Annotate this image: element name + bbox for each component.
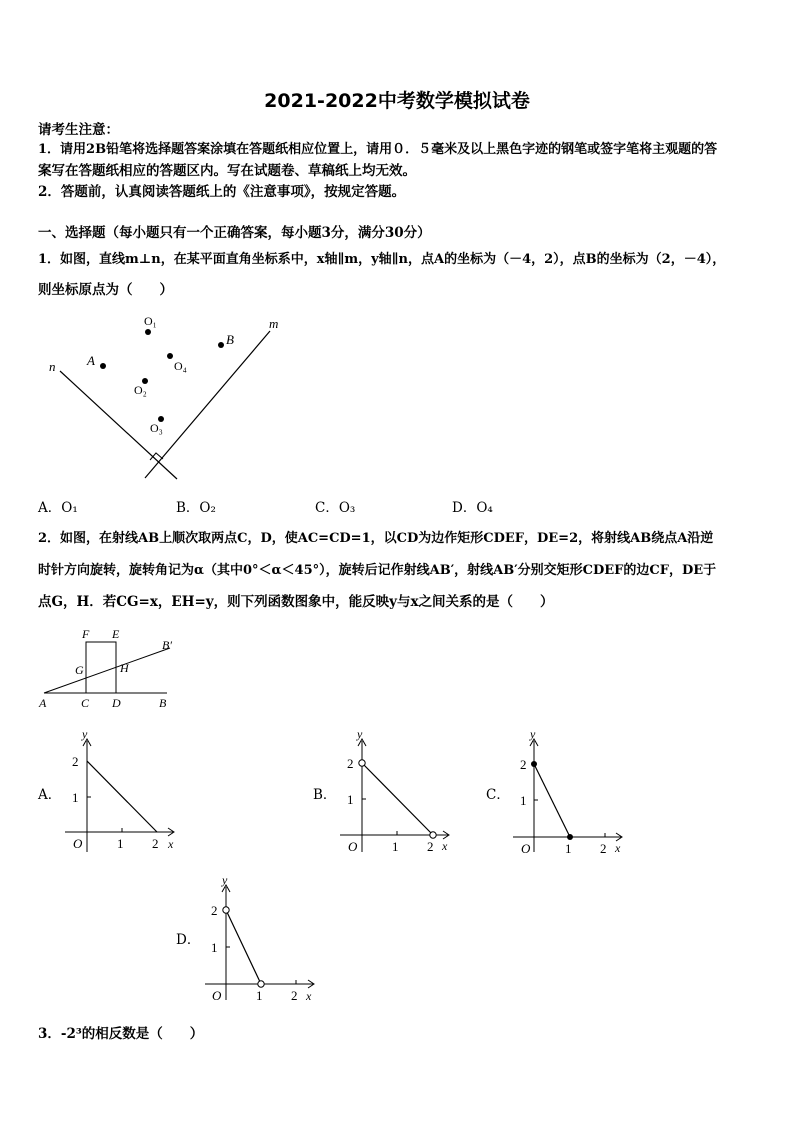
- q2-option-c[interactable]: C．: [486, 787, 510, 803]
- notice-line-1b: 案写在答题纸相应的答题区内。写在试题卷、草稿纸上均无效。: [38, 163, 416, 179]
- axis-x-label: x: [442, 839, 448, 853]
- q2-line-2: 时针方向旋转，旋转角记为α（其中0°＜α＜45°），旋转后记作射线AB′，射线AB′分别交矩形CDEF的边CF，DE于: [38, 563, 717, 578]
- axis-y-label: y: [357, 728, 363, 741]
- axis-x-label: x: [168, 837, 174, 851]
- closed-endpoint: [567, 834, 573, 840]
- q3-line-1: 3．-2³的相反数是（ ）: [38, 1026, 204, 1042]
- label-D: D: [112, 696, 121, 710]
- open-endpoint: [258, 981, 264, 987]
- point-A: [100, 363, 106, 369]
- open-endpoint: [223, 907, 229, 913]
- origin-label: O: [521, 841, 531, 856]
- line-m-label: m: [269, 316, 279, 331]
- section-heading: 一、选择题（每小题只有一个正确答案，每小题3分，满分30分）: [38, 225, 431, 241]
- tick-y1: 1: [211, 940, 218, 955]
- tick-y1: 1: [347, 792, 354, 807]
- point-O1: [145, 329, 151, 335]
- tick-x1: 1: [256, 988, 263, 1003]
- point-B: [218, 342, 224, 348]
- axis-y-label: y: [82, 728, 88, 741]
- point-O2-label: O₂: [134, 383, 147, 397]
- q2-option-b[interactable]: B．: [313, 787, 337, 803]
- label-F: F: [82, 627, 90, 641]
- axis-x-label: x: [615, 841, 621, 855]
- origin-label: O: [348, 839, 358, 854]
- point-O4-label: O₄: [174, 359, 187, 373]
- tick-y2: 2: [211, 903, 218, 918]
- q2-line-3: 点G，H．若CG=x，EH=y，则下列函数图象中，能反映y与x之间关系的是（ ）: [38, 594, 554, 610]
- origin-label: O: [73, 836, 83, 851]
- label-E: E: [112, 627, 120, 641]
- axis-x-label: x: [306, 989, 312, 1003]
- q2-option-d[interactable]: D．: [176, 932, 201, 948]
- tick-y2: 2: [347, 756, 354, 771]
- tick-x1: 1: [565, 841, 572, 856]
- label-C: C: [81, 696, 90, 710]
- line-n-label: n: [49, 359, 56, 374]
- point-A-label: A: [87, 353, 95, 368]
- graph-d: [200, 874, 325, 1004]
- q1-figure: [40, 310, 300, 485]
- q1-option-a[interactable]: A．O₁: [38, 500, 78, 516]
- graph-b: [335, 728, 460, 856]
- notice-line-1a: 1．请用2B铅笔将选择题答案涂填在答题纸相应位置上，请用０．５毫米及以上黑色字迹的钢笔或签字笔将主观题的答: [38, 142, 718, 157]
- axis-y-label: y: [530, 728, 536, 741]
- axis-y-label: y: [222, 874, 228, 887]
- origin-label: O: [212, 988, 222, 1003]
- point-O3-label: O₃: [150, 421, 163, 435]
- tick-y2: 2: [72, 754, 79, 769]
- notice-heading: 请考生注意：: [38, 122, 119, 138]
- label-Bprime: B′: [162, 638, 172, 652]
- q2-option-a[interactable]: A．: [38, 787, 62, 803]
- tick-x2: 2: [291, 988, 298, 1003]
- tick-y2: 2: [520, 757, 527, 772]
- tick-x1: 1: [392, 839, 399, 854]
- closed-endpoint: [531, 761, 537, 767]
- notice-line-2: 2．答题前，认真阅读答题纸上的《注意事项》，按规定答题。: [38, 184, 406, 200]
- graph-a: [60, 728, 185, 856]
- tick-x2: 2: [600, 841, 607, 856]
- open-endpoint: [430, 832, 436, 838]
- q1-option-c[interactable]: C．O₃: [315, 500, 356, 516]
- tick-x1: 1: [117, 836, 124, 851]
- q2-line-1: 2．如图，在射线AB上顺次取两点C，D，使AC=CD=1，以CD为边作矩形CDEF，DE=2，将射线AB绕点A沿逆: [38, 531, 714, 546]
- q1-line-2: 则坐标原点为（ ）: [38, 282, 173, 298]
- tick-y1: 1: [72, 790, 79, 805]
- tick-x2: 2: [152, 836, 159, 851]
- q2-figure: [30, 625, 190, 715]
- open-endpoint: [359, 760, 365, 766]
- q1-option-d[interactable]: D．O₄: [452, 500, 493, 516]
- q1-option-b[interactable]: B．O₂: [176, 500, 216, 516]
- point-O1-label: O₁: [144, 314, 157, 328]
- point-O4: [167, 353, 173, 359]
- q1-line-1: 1．如图，直线m⊥n，在某平面直角坐标系中，x轴∥m，y轴∥n，点A的坐标为（－4，2），点B的坐标为（2，－4），: [38, 252, 726, 267]
- label-A: A: [39, 696, 47, 710]
- tick-x2: 2: [427, 839, 434, 854]
- tick-y1: 1: [520, 793, 527, 808]
- label-H: H: [120, 661, 129, 675]
- point-B-label: B: [226, 332, 234, 347]
- graph-c: [508, 728, 633, 856]
- page-title: 2021-2022中考数学模拟试卷: [264, 90, 530, 112]
- label-G: G: [75, 663, 84, 677]
- label-B: B: [159, 696, 167, 710]
